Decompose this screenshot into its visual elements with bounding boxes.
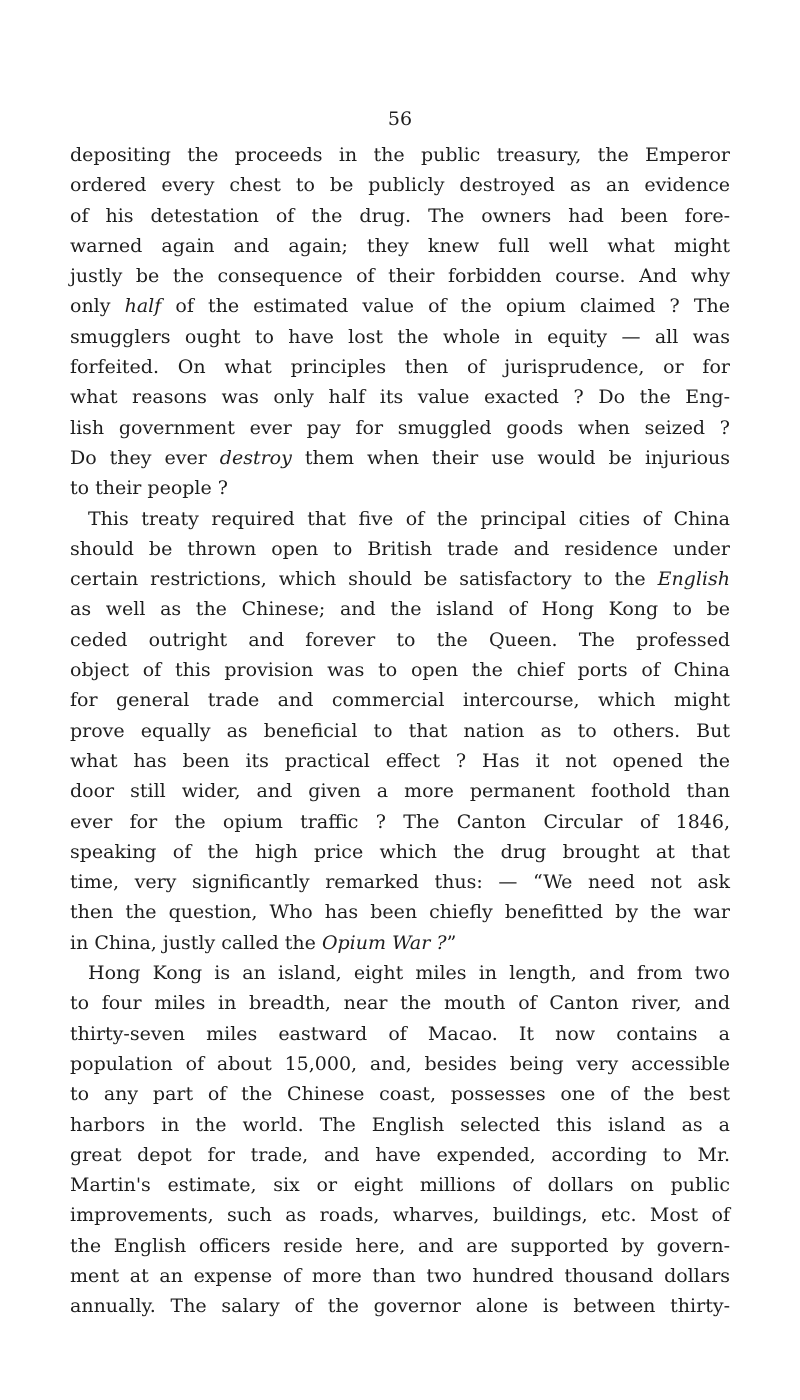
text-line: This treaty required that five of the principal cities of China xyxy=(88,507,730,530)
italic-emphasis: destroy xyxy=(219,446,292,469)
text-line: object of this provision was to open the chief ports of China xyxy=(70,659,730,682)
text-segment: them when their use would be injurious xyxy=(291,446,730,469)
text-line: forfeited. On what principles then of jurisprudence, or for xyxy=(70,356,730,379)
text-line: the English officers reside here, and are supported by govern- xyxy=(70,1234,730,1257)
text-line: justly be the consequence of their forbidden course. And why xyxy=(70,265,730,288)
text-line: door still wider, and given a more permanent foothold than xyxy=(70,780,730,803)
text-segment: ” xyxy=(446,931,457,954)
text-line: improvements, such as roads, wharves, buildings, etc. Most of xyxy=(70,1204,730,1227)
text-line: to their people ? xyxy=(70,477,228,500)
text-line: what reasons was only half its value exacted ? Do the Eng- xyxy=(70,386,730,409)
text-segment: in China, justly called the xyxy=(70,931,322,954)
text-segment: certain restrictions, which should be satisfactory to the xyxy=(70,568,658,591)
text-line: harbors in the world. The English selected this island as a xyxy=(70,1113,730,1136)
text-line: ordered every chest to be publicly destroyed as an evidence xyxy=(70,174,730,197)
text-line: time, very significantly remarked thus: — “We need not ask xyxy=(70,871,730,894)
text-line: as well as the Chinese; and the island of Hong Kong to be xyxy=(70,598,730,621)
text-line: great depot for trade, and have expended, according to Mr. xyxy=(70,1143,730,1166)
text-line xyxy=(70,928,730,958)
text-line: then the question, Who has been chiefly benefitted by the war xyxy=(70,901,730,924)
text-line: lish government ever pay for smuggled goods when seized ? xyxy=(70,416,730,439)
text-segment: only xyxy=(70,295,125,318)
text-line: to any part of the Chinese coast, possesses one of the best xyxy=(70,1083,730,1106)
text-line: ever for the opium traffic ? The Canton Circular of 1846, xyxy=(70,810,730,833)
text-line: ceded outright and forever to the Queen. The professed xyxy=(70,628,730,651)
body-text xyxy=(70,140,730,1322)
text-line xyxy=(70,291,730,321)
text-line: speaking of the high price which the drug brought at that xyxy=(70,840,730,863)
italic-emphasis: half xyxy=(124,295,162,318)
text-line: of his detestation of the drug. The owners had been fore- xyxy=(70,204,730,227)
text-line: for general trade and commercial intercourse, which might xyxy=(70,689,730,712)
italic-emphasis: Opium War ? xyxy=(321,931,447,954)
text-line: population of about 15,000, and, besides being very accessible xyxy=(70,1052,730,1075)
text-line: prove equally as beneficial to that nation as to others. But xyxy=(70,719,730,742)
text-line: ment at an expense of more than two hundred thousand dollars xyxy=(70,1264,730,1287)
text-line: warned again and again; they knew full well what might xyxy=(70,234,730,257)
text-line: should be thrown open to British trade and residence under xyxy=(70,537,730,560)
text-segment: Do they ever xyxy=(70,446,220,469)
text-line: to four miles in breadth, near the mouth of Canton river, and xyxy=(70,992,730,1015)
text-line: what has been its practical effect ? Has it not opened the xyxy=(70,749,730,772)
text-line: Martin's estimate, six or eight millions of dollars on public xyxy=(70,1174,730,1197)
text-line xyxy=(70,564,730,594)
text-line: annually. The salary of the governor alone is between thirty- xyxy=(70,1295,730,1318)
page-number: 56 xyxy=(387,108,413,130)
italic-emphasis: English xyxy=(657,568,730,591)
text-line: Hong Kong is an island, eight miles in length, and from two xyxy=(88,962,730,985)
text-line: depositing the proceeds in the public treasury, the Emperor xyxy=(70,144,730,166)
text-line: smugglers ought to have lost the whole in equity — all was xyxy=(70,325,730,348)
text-segment: of the estimated value of the opium claimed ? The xyxy=(161,295,730,318)
text-line xyxy=(70,443,730,473)
text-line: thirty-seven miles eastward of Macao. It now contains a xyxy=(70,1022,730,1045)
